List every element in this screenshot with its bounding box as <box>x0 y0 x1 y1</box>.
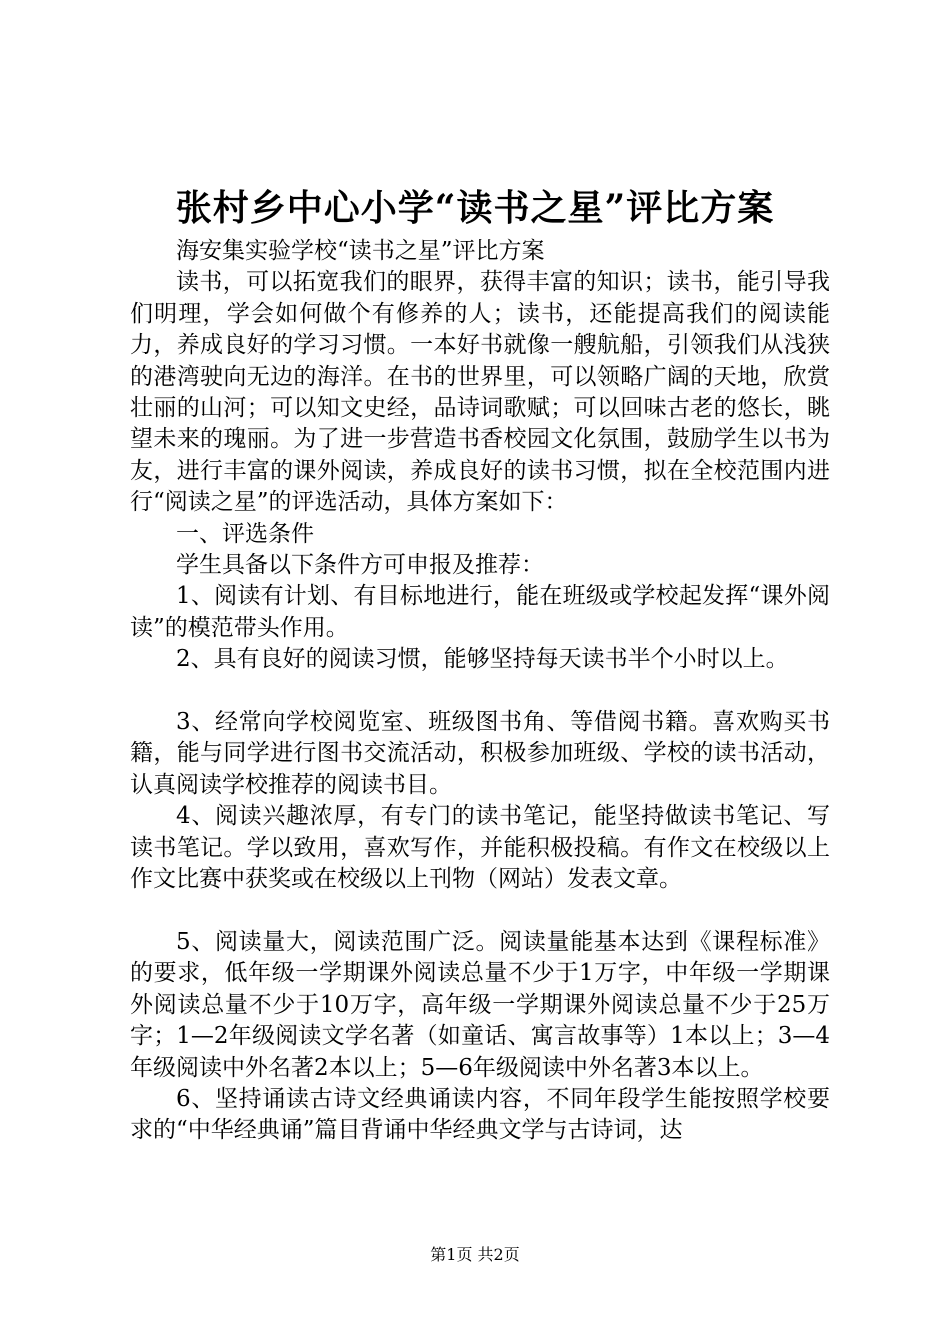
criterion-1-paragraph: 1、阅读有计划、有目标地进行，能在班级或学校起发挥“课外阅读”的模范带头作用。 <box>130 583 830 641</box>
criterion-4-paragraph: 4、阅读兴趣浓厚，有专门的读书笔记，能坚持做读书笔记、写读书笔记。学以致用，喜欢写作，并能积极投稿。有作文在校级以上作文比赛中获奖或在校级以上刊物（网站）发表文章。 <box>130 803 830 893</box>
criterion-5-paragraph: 5、阅读量大，阅读范围广泛。阅读量能基本达到《课程标准》的要求，低年级一学期课外阅读总量不少于1万字，中年级一学期课外阅读总量不少于10万字，高年级一学期课外阅读总量不少于25万字；1—2年级阅读文学名著（如童话、寓言故事等）1本以上；3—4年级阅读中外名著2本以上；5—6年级阅读中外名著3本以上。 <box>130 928 830 1081</box>
criterion-3-paragraph: 3、经常向学校阅览室、班级图书角、等借阅书籍。喜欢购买书籍，能与同学进行图书交流活动，积极参加班级、学校的读书活动，认真阅读学校推荐的阅读书目。 <box>130 709 830 798</box>
blank-line <box>130 896 830 927</box>
document-title: 张村乡中心小学“读书之星”评比方案 <box>175 187 775 229</box>
document-body <box>130 236 830 1147</box>
criterion-6-paragraph: 6、坚持诵读古诗文经典诵读内容，不同年段学生能按照学校要求的“中华经典诵”篇目背诵中华经典文学与古诗词，达 <box>130 1085 830 1144</box>
section-heading: 一、评选条件 <box>176 520 314 547</box>
page-footer: 第1页 共2页 <box>430 1245 520 1264</box>
criteria-lead-paragraph: 学生具备以下条件方可申报及推荐： <box>176 552 544 579</box>
subtitle-paragraph: 海安集实验学校“读书之星”评比方案 <box>176 238 545 264</box>
blank-line <box>130 676 830 707</box>
criterion-2-paragraph: 2、具有良好的阅读习惯，能够坚持每天读书半个小时以上。 <box>176 646 789 673</box>
intro-paragraph: 读书，可以拓宽我们的眼界，获得丰富的知识；读书，能引导我们明理，学会如何做个有修养的人；读书，还能提高我们的阅读能力，养成良好的学习习惯。一本好书就像一艘航船，引领我们从浅狭的港湾驶向无边的海洋。在书的世界里，可以领略广阔的天地，欣赏壮丽的山河；可以知文史经，品诗词歌赋；可以回味古老的悠长，眺望未来的瑰丽。为了进一步营造书香校园文化氛围，鼓励学生以书为友，进行丰富的课外阅读，养成良好的读书习惯，拟在全校范围内进行“阅读之星”的评选活动，具体方案如下： <box>130 269 830 516</box>
